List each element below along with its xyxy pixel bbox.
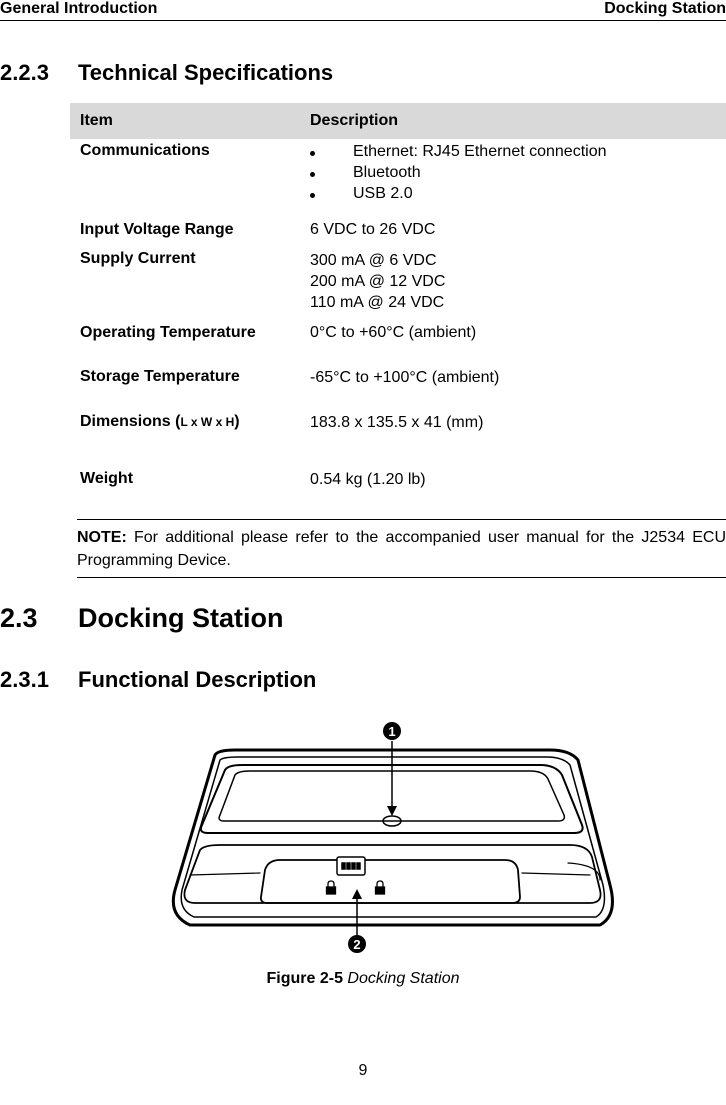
- docking-station-illustration: [160, 715, 620, 960]
- heading-title: Functional Description: [78, 667, 317, 692]
- header-section: Docking Station: [604, 0, 726, 17]
- col-description-header: Description: [310, 112, 399, 129]
- dock-shell-inner-edge: [181, 757, 604, 917]
- page-header: [0, 0, 726, 21]
- supply-current-line: 110 mA @ 24 VDC: [310, 294, 445, 311]
- heading-number: 2.2.3: [0, 60, 49, 85]
- supply-current-line: 200 mA @ 12 VDC: [310, 273, 446, 290]
- dimensions-prefix: Dimensions (: [80, 413, 181, 430]
- figure-caption-text: Docking Station: [347, 970, 460, 987]
- page-number: 9: [358, 1062, 368, 1079]
- note-label: NOTE:: [77, 529, 127, 546]
- note-box: [77, 519, 726, 578]
- supply-current-line: 300 mA @ 6 VDC: [310, 252, 437, 269]
- bullet-text: USB 2.0: [353, 185, 413, 202]
- callout-1-label: 1: [388, 724, 396, 739]
- bullet-icon: [310, 151, 315, 156]
- spec-item-weight: Weight: [80, 470, 134, 487]
- heading-title: Docking Station: [78, 603, 284, 633]
- spec-value-input-voltage: 6 VDC to 26 VDC: [310, 221, 436, 238]
- header-chapter: General Introduction: [0, 0, 158, 17]
- heading-title: Technical Specifications: [78, 60, 334, 85]
- spec-value-dimensions: 183.8 x 135.5 x 41 (mm): [310, 414, 484, 431]
- dock-right-groove: [522, 873, 590, 875]
- spec-item-storage-temperature: Storage Temperature: [80, 368, 240, 385]
- callout-1: [383, 722, 401, 816]
- bullet-icon: [310, 172, 315, 177]
- note-text: For additional please refer to the accompanied user manual for the J2534 ECU Programming Device.: [77, 529, 726, 569]
- dimensions-unit-order: L x W x H: [180, 415, 235, 429]
- lock-icon: [376, 881, 385, 894]
- spec-value-weight: 0.54 kg (1.20 lb): [310, 471, 426, 488]
- dock-center-module: [261, 860, 520, 903]
- spec-value-operating-temperature: 0°C to +60°C (ambient): [310, 324, 477, 341]
- col-item-header: Item: [80, 112, 113, 129]
- spec-value-supply-current: [310, 250, 445, 313]
- spec-item-input-voltage: Input Voltage Range: [80, 221, 234, 238]
- heading-number: 2.3.1: [0, 667, 49, 692]
- spec-table-header: [70, 103, 726, 139]
- spec-item-communications: Communications: [80, 142, 210, 159]
- dimensions-suffix: ): [234, 413, 240, 430]
- heading-number: 2.3: [0, 603, 38, 633]
- spec-item-supply-current: Supply Current: [80, 250, 196, 267]
- dock-left-groove: [190, 873, 260, 875]
- bullet-text: Bluetooth: [353, 164, 421, 181]
- spec-item-dimensions: [80, 413, 240, 431]
- bullet-icon: [310, 193, 315, 198]
- lock-icon: [327, 881, 336, 894]
- bullet-text: Ethernet: RJ45 Ethernet connection: [353, 143, 607, 160]
- spec-value-storage-temperature: -65°C to +100°C (ambient): [310, 369, 500, 386]
- spec-item-operating-temperature: Operating Temperature: [80, 324, 256, 341]
- callout-2: [348, 889, 366, 953]
- figure-caption-label: Figure 2-5: [266, 970, 343, 987]
- figure-caption: [0, 970, 726, 988]
- ethernet-port: [337, 857, 365, 875]
- callout-2-label: 2: [353, 937, 361, 952]
